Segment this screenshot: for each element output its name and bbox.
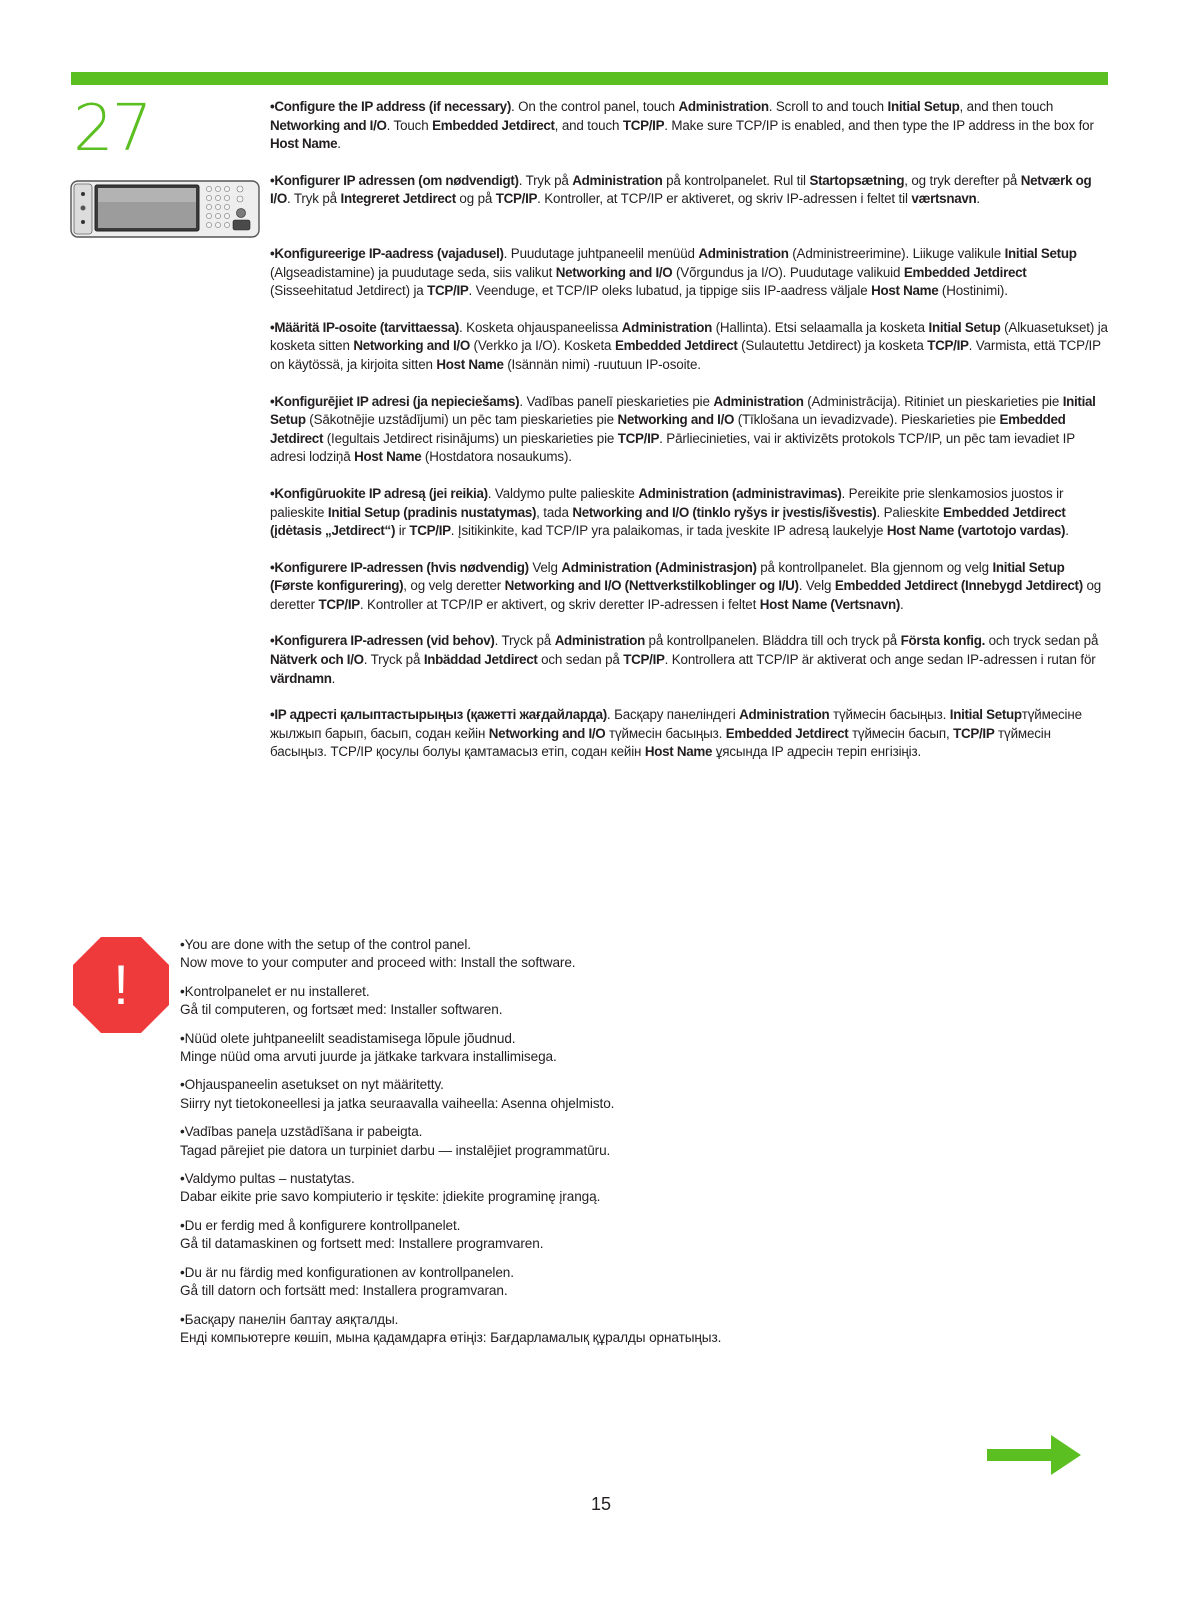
ui-term: Embedded Jetdirect bbox=[270, 412, 1066, 446]
ui-term: Nätverk och I/O bbox=[270, 652, 364, 668]
ui-term: Embedded Jetdirect bbox=[432, 117, 555, 133]
ui-term: Host Name bbox=[871, 283, 939, 299]
instruction-kk bbox=[270, 706, 1108, 762]
instruction-text: , tada bbox=[536, 504, 573, 520]
instruction-text: түймесін басыңыз. bbox=[829, 707, 950, 723]
note-line: Dabar eikite prie savo kompiuterio ir tęskite: įdiekite programinę įrangą. bbox=[180, 1189, 601, 1205]
ui-term: •Määritä IP-osoite (tarvittaessa) bbox=[270, 319, 460, 335]
instruction-da bbox=[270, 172, 1108, 209]
instruction-text: . Veenduge, et TCP/IP oleks lubatud, ja tippige siis IP-aadress väljale bbox=[468, 283, 872, 299]
ui-term: Initial Setup bbox=[270, 393, 1096, 428]
ui-term: Host Name bbox=[270, 136, 338, 152]
instruction-text: , and then touch bbox=[959, 99, 1054, 114]
instruction-text: (Hostdatora nosaukums). bbox=[421, 449, 572, 465]
stop-sign-icon bbox=[72, 936, 170, 1034]
instruction-text: . bbox=[331, 670, 336, 686]
instruction-text: (Algseadistamine) ja puudutage seda, siis valikut bbox=[270, 264, 556, 280]
ui-term: Host Name bbox=[644, 744, 713, 760]
instruction-text: (Verkko ja I/O). Kosketa bbox=[469, 338, 615, 354]
instruction-text: , and touch bbox=[554, 117, 623, 133]
instruction-text: . Басқару панеліндегі bbox=[606, 707, 740, 723]
note-line: Енді компьютерге көшіп, мына қадамдарға өтіңіз: Бағдарламалық құралды орнатыңыз. bbox=[180, 1329, 722, 1345]
ui-term: Networking and I/O bbox=[353, 338, 470, 354]
instruction-text: . Scroll to and touch bbox=[768, 99, 888, 114]
ui-term: Networking and I/O bbox=[488, 725, 606, 741]
ui-term: Networking and I/O (Nettverkstilkoblinger og I/U) bbox=[504, 578, 799, 594]
instructions bbox=[270, 98, 1108, 780]
ui-term: Embedded Jetdirect bbox=[903, 264, 1027, 280]
instruction-text: . Tryck på bbox=[363, 652, 424, 668]
next-arrow-icon[interactable] bbox=[985, 1433, 1083, 1477]
instruction-text: på kontrolpanelet. Rul til bbox=[662, 172, 810, 188]
instruction-text: түймесіне жылжып барып, басып, содан кейін bbox=[270, 707, 1082, 741]
note-line: Gå til computeren, og fortsæt med: Installer softwaren. bbox=[180, 1002, 503, 1018]
instruction-text: . Touch bbox=[386, 117, 433, 133]
ui-term: •Konfigūruokite IP adresą (jei reikia) bbox=[270, 485, 488, 501]
ui-term: TCP/IP bbox=[318, 596, 360, 612]
instruction-text: . Tryk på bbox=[518, 172, 573, 188]
instruction-text: på kontrollpanelet. Bla gjennom og velg bbox=[756, 559, 993, 575]
ui-term: •Konfigurējiet IP adresi (ja nepieciešams) bbox=[270, 393, 520, 409]
instruction-lv bbox=[270, 393, 1108, 467]
ui-term: •Konfigureerige IP-aadress (vajadusel) bbox=[270, 245, 504, 261]
note-lt bbox=[180, 1170, 1040, 1207]
instruction-en bbox=[270, 98, 1108, 154]
instruction-sv bbox=[270, 632, 1108, 688]
instruction-text: ұясында IP адресін теріп енгізіңіз. bbox=[712, 744, 922, 760]
instruction-text: på kontrollpanelen. Bläddra till och tryck på bbox=[644, 633, 901, 649]
instruction-text: . Pereikite prie slenkamosios juostos ir palieskite bbox=[270, 485, 1064, 520]
note-line: Tagad pārejiet pie datora un turpiniet darbu — instalējiet programmatūru. bbox=[180, 1142, 611, 1158]
instruction-text: (Sisseehitatud Jetdirect) ja bbox=[270, 283, 428, 299]
instruction-text: och tryck sedan på bbox=[985, 633, 1099, 649]
ui-term: TCP/IP bbox=[617, 430, 660, 446]
ui-term: TCP/IP bbox=[495, 191, 538, 207]
note-da bbox=[180, 983, 1040, 1020]
instruction-text: . Įsitikinkite, kad TCP/IP yra palaikomas, ir tada įveskite IP adresą laukelyje bbox=[450, 523, 887, 539]
ui-term: Integreret Jetdirect bbox=[340, 191, 456, 207]
ui-term: Host Name (vartotojo vardas) bbox=[886, 523, 1066, 539]
instruction-text: , og velg deretter bbox=[403, 578, 505, 594]
instruction-text: . Palieskite bbox=[876, 504, 943, 520]
instruction-text: och sedan på bbox=[537, 652, 624, 668]
instruction-text: (Alkuasetukset) ja kosketa sitten bbox=[270, 319, 1108, 354]
ui-term: Administration bbox=[554, 633, 645, 649]
ui-term: Administration bbox=[678, 99, 769, 114]
instruction-lt bbox=[270, 485, 1108, 541]
ui-term: Initial Setup bbox=[887, 99, 960, 114]
note-no bbox=[180, 1217, 1040, 1254]
instruction-text: (Hallinta). Etsi selaamalla ja kosketa bbox=[712, 319, 929, 335]
note-line: •Vadības paneļa uzstādīšana ir pabeigta. bbox=[180, 1124, 423, 1140]
ui-term: Host Name (Vertsnavn) bbox=[759, 596, 901, 612]
instruction-text: . Velg bbox=[798, 578, 835, 594]
ui-term: Administration bbox=[698, 245, 789, 261]
control-panel-illustration bbox=[70, 180, 260, 238]
instruction-text: . bbox=[337, 136, 341, 152]
instruction-text: . Tryck på bbox=[494, 633, 555, 649]
note-line: Gå till datorn och fortsätt med: Installera programvaran. bbox=[180, 1283, 508, 1299]
instruction-text: . Kontroller at TCP/IP er aktivert, og skriv deretter IP-adressen i feltet bbox=[359, 596, 760, 612]
note-line: Gå til datamaskinen og fortsett med: Installere programvaren. bbox=[180, 1236, 544, 1252]
instruction-text: . Vadības panelī pieskarieties pie bbox=[519, 393, 714, 409]
note-line: •Valdymo pultas – nustatytas. bbox=[180, 1171, 355, 1187]
note-line: •Nüüd olete juhtpaneelilt seadistamisega lõpule jõudnud. bbox=[180, 1030, 516, 1046]
ui-term: værtsnavn bbox=[911, 191, 977, 207]
ui-term: Host Name bbox=[436, 356, 504, 372]
page-number: 15 bbox=[590, 1494, 612, 1514]
ui-term: •Konfigurer IP adressen (om nødvendigt) bbox=[270, 172, 519, 188]
instruction-text: (Administreerimine). Liikuge valikule bbox=[788, 245, 1005, 261]
note-kk bbox=[180, 1311, 1040, 1348]
ui-term: •IP адресті қалыптастырыңыз (қажетті жағдайларда) bbox=[270, 707, 607, 723]
ui-term: Embedded Jetdirect (Innebygd Jetdirect) bbox=[834, 578, 1083, 594]
note-line: Now move to your computer and proceed with: Install the software. bbox=[180, 955, 576, 971]
ui-term: •Konfigurera IP-adressen (vid behov) bbox=[270, 633, 495, 649]
instruction-text: . bbox=[976, 191, 980, 207]
note-sv bbox=[180, 1264, 1040, 1301]
ui-term: TCP/IP bbox=[953, 725, 995, 741]
note-et bbox=[180, 1030, 1040, 1067]
ui-term: Netværk og I/O bbox=[270, 172, 1092, 207]
instruction-text: (Sākotnējie uzstādījumi) un pēc tam pieskarieties pie bbox=[305, 412, 618, 428]
instruction-text: , og tryk derefter på bbox=[904, 172, 1021, 188]
note-line: •Басқару панелін баптау аяқталды. bbox=[180, 1311, 399, 1327]
instruction-text: . Varmista, että TCP/IP on käytössä, ja kirjoita sitten bbox=[270, 338, 1101, 372]
note-en bbox=[180, 936, 1040, 973]
instruction-text: (Sulautettu Jetdirect) ja kosketa bbox=[737, 338, 928, 354]
ui-term: Initial Setup bbox=[949, 707, 1022, 723]
note-line: •You are done with the setup of the control panel. bbox=[180, 937, 471, 952]
instruction-text: . Puudutage juhtpaneelil menüüd bbox=[503, 245, 699, 261]
instruction-text: (Administrācija). Ritiniet un pieskarieties pie bbox=[803, 393, 1063, 409]
ui-term: TCP/IP bbox=[409, 523, 451, 539]
instruction-text: (Võrgundus ja I/O). Puudutage valikuid bbox=[672, 264, 904, 280]
note-lv bbox=[180, 1123, 1040, 1160]
instruction-text: ir bbox=[395, 523, 410, 539]
instruction-text: . On the control panel, touch bbox=[511, 99, 679, 114]
top-accent-bar bbox=[71, 72, 1108, 85]
ui-term: Embedded Jetdirect bbox=[614, 338, 738, 354]
ui-term: Initial Setup bbox=[1004, 245, 1077, 261]
ui-term: Inbäddad Jetdirect bbox=[423, 652, 538, 668]
instruction-text: түймесін басыңыз. TCP/IP қосулы болуы қамтамасыз етіп, содан кейін bbox=[270, 725, 1051, 760]
instruction-text: (Isännän nimi) -ruutuun IP-osoite. bbox=[503, 356, 701, 372]
note-line: •Du er ferdig med å konfigurere kontrollpanelet. bbox=[180, 1217, 461, 1233]
step-number: 27 bbox=[73, 92, 151, 166]
instruction-text: . Tryk på bbox=[286, 191, 341, 207]
instruction-text: түймесін басып, bbox=[848, 725, 954, 741]
instruction-text: (Hostinimi). bbox=[938, 283, 1008, 299]
note-line: •Kontrolpanelet er nu installeret. bbox=[180, 983, 370, 999]
ui-term: TCP/IP bbox=[927, 338, 969, 354]
instruction-text: . bbox=[1065, 523, 1069, 539]
ui-term: Administration (administravimas) bbox=[638, 485, 842, 501]
instruction-text: (Tīklošana un ievadizvade). Pieskarieties pie bbox=[734, 412, 1000, 428]
ui-term: Administration bbox=[739, 707, 830, 723]
instruction-text: . Make sure TCP/IP is enabled, and then type the IP address in the box for bbox=[664, 117, 1094, 133]
ui-term: TCP/IP bbox=[427, 283, 469, 299]
instruction-text: . Pārliecinieties, vai ir aktivizēts protokols TCP/IP, un pēc tam ievadiet IP adresi lodziņā bbox=[270, 430, 1075, 465]
instruction-text: . Kosketa ohjauspaneelissa bbox=[459, 319, 622, 335]
ui-term: Administration bbox=[621, 319, 713, 335]
instruction-text: (Iegultais Jetdirect risinājums) un pieskarieties pie bbox=[323, 430, 618, 446]
instruction-text: . Valdymo pulte palieskite bbox=[487, 485, 639, 501]
instruction-text: . Kontrollera att TCP/IP är aktiverat och ange sedan IP-adressen i rutan för bbox=[664, 652, 1096, 668]
ui-term: •Configure the IP address (if necessary) bbox=[270, 99, 511, 114]
note-line: Minge nüüd oma arvuti juurde ja jätkake tarkvara installimisega. bbox=[180, 1049, 557, 1065]
ui-term: Startopsætning bbox=[809, 172, 905, 188]
ui-term: Initial Setup bbox=[928, 319, 1001, 335]
instruction-text: . bbox=[900, 596, 904, 612]
note-line: •Du är nu färdig med konfigurationen av kontrollpanelen. bbox=[180, 1264, 514, 1280]
instruction-text: түймесін басыңыз. bbox=[605, 725, 726, 741]
ui-term: värdnamn bbox=[270, 670, 332, 686]
completion-notes bbox=[180, 936, 1040, 1357]
ui-term: Networking and I/O bbox=[617, 412, 735, 428]
ui-term: Embedded Jetdirect (įdėtasis „Jetdirect“) bbox=[270, 504, 1066, 539]
instruction-text: Velg bbox=[528, 559, 562, 575]
instruction-et bbox=[270, 245, 1108, 301]
instruction-text: og deretter bbox=[270, 578, 1102, 612]
warning-symbol: ! bbox=[113, 953, 129, 1016]
instruction-text: og på bbox=[455, 191, 496, 207]
instruction-fi bbox=[270, 319, 1108, 375]
ui-term: Networking and I/O (tinklo ryšys ir įvestis/išvestis) bbox=[572, 504, 877, 520]
note-line: Siirry nyt tietokoneellesi ja jatka seuraavalla vaiheella: Asenna ohjelmisto. bbox=[180, 1095, 615, 1111]
instruction-no bbox=[270, 559, 1108, 615]
instruction-text: . Kontroller, at TCP/IP er aktiveret, og skriv IP-adressen i feltet til bbox=[537, 191, 912, 207]
ui-term: TCP/IP bbox=[623, 652, 665, 668]
ui-term: Administration (Administrasjon) bbox=[561, 559, 757, 575]
ui-term: Administration bbox=[713, 393, 804, 409]
note-fi bbox=[180, 1076, 1040, 1113]
ui-term: •Konfigurere IP-adressen (hvis nødvendig) bbox=[270, 559, 529, 575]
ui-term: Networking and I/O bbox=[270, 117, 387, 133]
ui-term: TCP/IP bbox=[622, 117, 665, 133]
ui-term: Host Name bbox=[354, 449, 422, 465]
ui-term: Embedded Jetdirect bbox=[725, 725, 849, 741]
note-line: •Ohjauspaneelin asetukset on nyt määritetty. bbox=[180, 1077, 444, 1093]
ui-term: Initial Setup (Første konfigurering) bbox=[270, 559, 1065, 594]
ui-term: Networking and I/O bbox=[555, 264, 673, 280]
ui-term: Första konfig. bbox=[900, 633, 986, 649]
ui-term: Initial Setup (pradinis nustatymas) bbox=[327, 504, 537, 520]
ui-term: Administration bbox=[572, 172, 663, 188]
